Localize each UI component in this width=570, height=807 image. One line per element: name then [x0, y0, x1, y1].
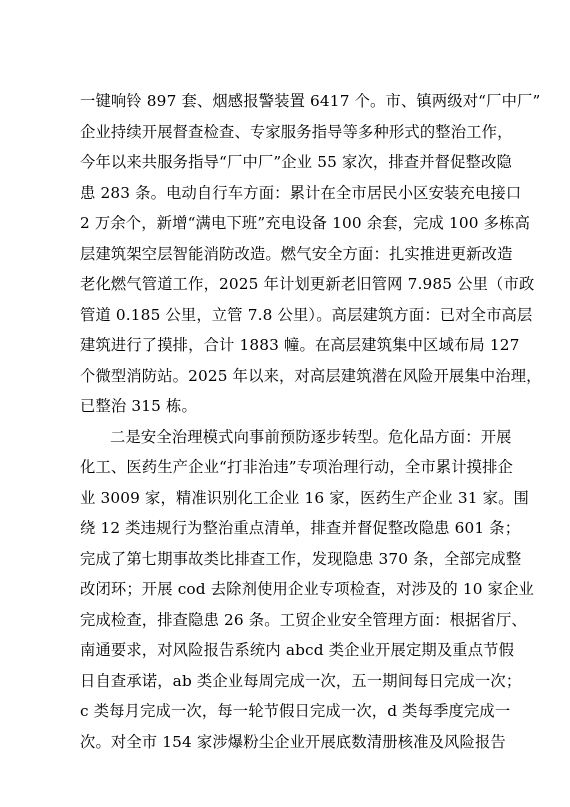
- paragraph-first-line: 二是安全治理模式向事前预防逐步转型。危化品方面：开展: [110, 428, 512, 446]
- text-line: 一键响铃 897 套、烟感报警装置 6417 个。市、镇两级对“厂中厂”: [80, 92, 541, 110]
- text-line: c 类每月完成一次，每一轮节假日完成一次，d 类每季度完成一: [80, 702, 511, 720]
- text-line: 完成了第七期事故类比排查工作，发现隐患 370 条，全部完成整: [80, 550, 522, 568]
- text-line: 患 283 条。电动自行车方面：累计在全市居民小区安装充电接口: [80, 184, 522, 202]
- text-line: 个微型消防站。2025 年以来，对高层建筑潜在风险开展集中治理，: [80, 367, 542, 385]
- text-line: 次。对全市 154 家涉爆粉尘企业开展底数清册核准及风险报告: [80, 733, 506, 751]
- text-line: 层建筑架空层智能消防改造。燃气安全方面：扎实推进更新改造: [80, 245, 513, 263]
- text-line: 业 3009 家，精准识别化工企业 16 家，医药生产企业 31 家。围: [80, 489, 529, 507]
- text-line: 化工、医药生产企业“打非治违”专项治理行动，全市累计摸排企: [80, 458, 514, 476]
- text-line: 改闭环；开展 cod 去除剂使用企业专项检查，对涉及的 10 家企业: [80, 580, 535, 598]
- text-line: 今年以来共服务指导“厂中厂”企业 55 家次，排查并督促整改隐: [80, 153, 512, 171]
- text-line: 绕 12 类违规行为整治重点清单，排查并督促整改隐患 601 条；: [80, 519, 521, 537]
- text-line: 老化燃气管道工作，2025 年计划更新老旧管网 7.985 公里（市政: [80, 275, 535, 293]
- text-line: 企业持续开展督查检查、专家服务指导等多种形式的整治工作，: [80, 123, 513, 141]
- text-line: 2 万余个，新增“满电下班”充电设备 100 余套，完成 100 多栋高: [80, 214, 531, 232]
- text-line: 日自查承诺，ab 类企业每周完成一次，五一期间每日完成一次；: [80, 672, 522, 690]
- text-line: 完成检查，排查隐患 26 条。工贸企业安全管理方面：根据省厅、: [80, 611, 527, 629]
- text-line: 管道 0.185 公里，立管 7.8 公里）。高层建筑方面：已对全市高层: [80, 306, 533, 324]
- text-line: 南通要求，对风险报告系统内 abcd 类企业开展定期及重点节假: [80, 641, 515, 659]
- text-line: 已整治 315 栋。: [80, 397, 197, 415]
- text-line: 建筑进行了摸排，合计 1883 幢。在高层建筑集中区域布局 127: [80, 336, 520, 354]
